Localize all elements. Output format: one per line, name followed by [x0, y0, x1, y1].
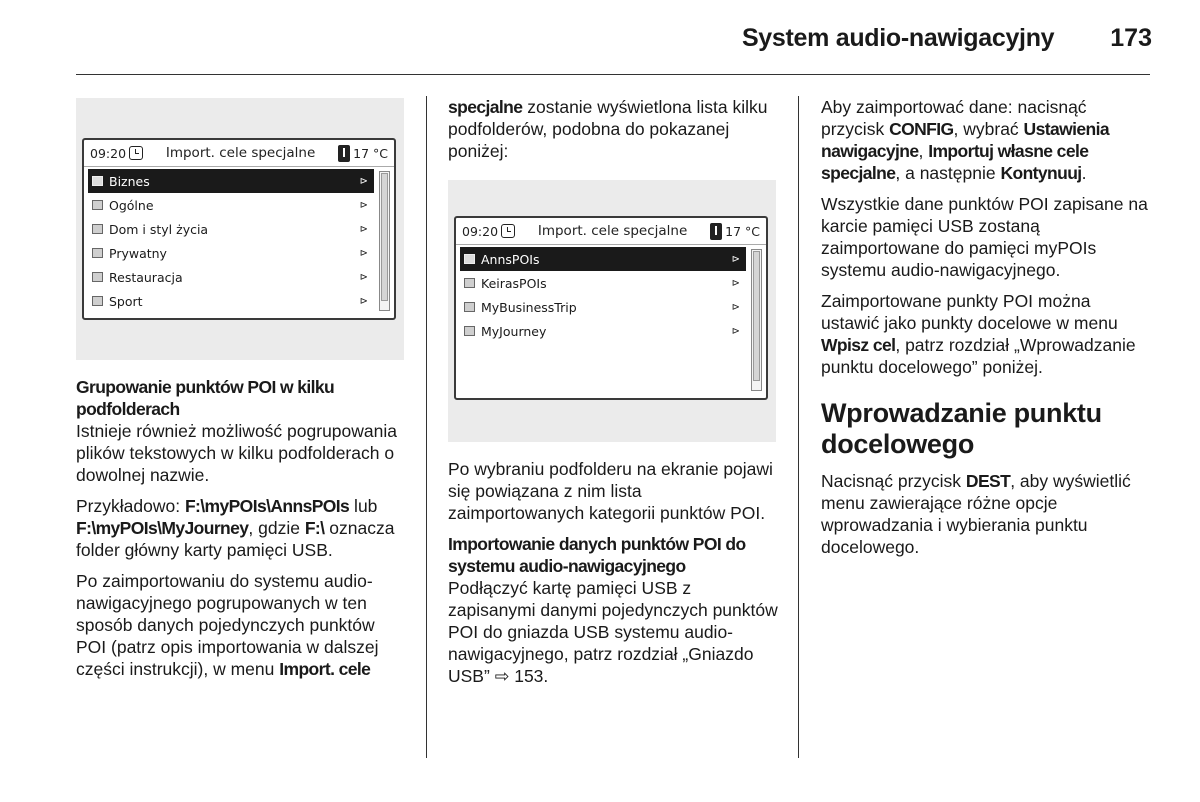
paragraph: Istnieje również możliwość pogrupowania plików tekstowych w kilku podfolderach o dowolnej nazwie. [76, 421, 397, 485]
chevron-right-icon: ⊳ [359, 247, 368, 259]
text-run: , a następnie [895, 163, 1001, 183]
thermometer-icon [710, 223, 722, 240]
list-item-label: Ogólne [109, 197, 154, 213]
column-2-bottom [448, 458, 778, 696]
list-item[interactable] [460, 271, 746, 295]
menu-name: Importuj własne cele specjalne [821, 141, 1089, 183]
category-icon [92, 272, 103, 282]
menu-name: Wpisz cel [821, 335, 896, 355]
text-run: Zaimportowane punkty POI można ustawić jako punkty docelowe w menu [821, 291, 1118, 333]
list-item[interactable] [88, 265, 374, 289]
text-run: , gdzie [248, 518, 305, 538]
list-item-label: Prywatny [109, 245, 167, 261]
section-title: Wprowadzanie punktu docelowego [821, 398, 1102, 459]
paragraph [76, 495, 406, 561]
chevron-right-icon: ⊳ [731, 301, 740, 313]
list-item-label: MyJourney [481, 323, 547, 339]
page-header [742, 24, 1152, 53]
chevron-right-icon: ⊳ [731, 277, 740, 289]
screen-temperature [338, 145, 388, 162]
text-run: , aby wyświetlić menu zawierające różne opcje wprowadzania i wybierania punktu docelowego. [821, 471, 1131, 557]
screen-temperature [710, 223, 760, 240]
list-item-label: Dom i styl życia [109, 221, 209, 237]
clock-icon [501, 224, 515, 238]
page-number: 173 [1110, 24, 1152, 52]
nav-screen [454, 216, 768, 400]
clock-time: 09:20 [90, 145, 127, 161]
menu-name: Import. cele [279, 659, 371, 679]
text-run: , wybrać [953, 119, 1024, 139]
paragraph [821, 290, 1151, 378]
chevron-right-icon: ⊳ [359, 175, 368, 187]
menu-name: Ustawienia nawigacyjne [821, 119, 1109, 161]
screen-list [456, 245, 766, 343]
path-text: F:\myPOIs\MyJourney [76, 518, 249, 538]
list-item[interactable] [88, 193, 374, 217]
clock-icon [129, 146, 143, 160]
section-heading: Grupowanie punktów POI w kilku podfolderach [76, 377, 335, 419]
path-text: F:\myPOIs\AnnsPOIs [184, 496, 350, 516]
column-divider [798, 96, 799, 758]
text-run: Po zaimportowaniu do systemu audio-nawigacyjnego pogrupowanych w ten sposób danych pojedynczych punktów POI (patrz opis importowania w dalszej części instrukcji), w menu [76, 571, 379, 679]
list-item-label: Biznes [109, 173, 150, 189]
chevron-right-icon: ⊳ [731, 253, 740, 265]
list-item[interactable] [460, 247, 746, 271]
column-2-top [448, 96, 778, 171]
scrollbar[interactable] [379, 171, 390, 311]
category-icon [92, 248, 103, 258]
chevron-right-icon: ⊳ [731, 325, 740, 337]
list-item[interactable] [460, 295, 746, 319]
paragraph: Wszystkie dane punktów POI zapisane na karcie pamięci USB zostaną zaimportowane do pamięci myPOIs systemu audio-nawigacyjnego. [821, 194, 1148, 280]
paragraph [821, 470, 1151, 558]
paragraph: Po wybraniu podfolderu na ekranie pojawi się powiązana z nim lista zaimportowanych kategorii punktów POI. [448, 459, 773, 523]
menu-name: specjalne [448, 97, 523, 117]
chevron-right-icon: ⊳ [359, 223, 368, 235]
text-run: oznacza folder główny karty pamięci USB. [76, 518, 395, 560]
folder-icon [464, 326, 475, 336]
running-title: System audio-nawigacyjny [741, 24, 1055, 52]
folder-icon [464, 302, 475, 312]
figure-poi-subfolders [448, 180, 776, 442]
thermometer-icon [338, 145, 350, 162]
list-item-label: Sport [109, 293, 143, 309]
screen-clock [462, 224, 515, 239]
header-rule [76, 74, 1150, 75]
paragraph [448, 96, 778, 162]
button-name: CONFIG [889, 119, 954, 139]
list-item-label: Restauracja [109, 269, 183, 285]
text-run: zostanie wyświetlona lista kilku podfolderów, podobna do pokazanej poniżej: [448, 97, 768, 161]
folder-icon [464, 278, 475, 288]
category-icon [92, 296, 103, 306]
column-3 [821, 96, 1151, 567]
figure-poi-categories [76, 98, 404, 360]
text-run: Nacisnąć przycisk [821, 471, 966, 491]
category-icon [92, 224, 103, 234]
text-run: Aby zaimportować dane: nacisnąć przycisk [821, 97, 1087, 139]
path-text: F:\ [304, 518, 325, 538]
paragraph [821, 96, 1151, 184]
button-name: DEST [965, 471, 1011, 491]
screen-status-bar [84, 140, 394, 167]
text-run: . [1081, 163, 1087, 183]
list-item[interactable] [460, 319, 746, 343]
chevron-right-icon: ⊳ [359, 295, 368, 307]
list-item[interactable] [88, 217, 374, 241]
screen-clock [90, 146, 143, 161]
screen-title: Import. cele specjalne [537, 223, 688, 239]
list-item-label: KeirasPOIs [481, 275, 547, 291]
text-run: , [918, 141, 929, 161]
menu-name: Kontynuuj [1000, 163, 1082, 183]
scrollbar-thumb[interactable] [381, 173, 388, 301]
clock-time: 09:20 [462, 223, 499, 239]
text-run: , patrz rozdział „Wprowadzanie punktu docelowego” poniżej. [821, 335, 1136, 377]
category-icon [92, 200, 103, 210]
text-run: lub [349, 496, 378, 516]
paragraph: Podłączyć kartę pamięci USB z zapisanymi danymi pojedynczych punktów POI do gniazda USB systemu audio-nawigacyjnego, patrz rozdział „Gniazdo USB” [448, 578, 778, 686]
chevron-right-icon: ⊳ [359, 271, 368, 283]
screen-list [84, 167, 394, 313]
scrollbar-thumb[interactable] [753, 251, 760, 381]
list-item-label: MyBusinessTrip [481, 299, 577, 315]
folder-icon [464, 254, 475, 264]
nav-screen [82, 138, 396, 320]
paragraph [76, 570, 406, 680]
list-item-label: AnnsPOIs [481, 251, 540, 267]
chevron-right-icon: ⊳ [359, 199, 368, 211]
screen-title: Import. cele specjalne [165, 145, 316, 161]
page-reference: ⇨ 153. [494, 666, 549, 686]
section-heading: Importowanie danych punktów POI do systemu audio-nawigacyjnego [448, 534, 746, 576]
column-1 [76, 376, 406, 689]
list-item[interactable] [88, 241, 374, 265]
screen-status-bar [456, 218, 766, 245]
list-item[interactable] [88, 289, 374, 313]
temperature-value: 17 °C [725, 223, 760, 239]
category-icon [92, 176, 103, 186]
scrollbar[interactable] [751, 249, 762, 391]
column-divider [426, 96, 427, 758]
list-item[interactable] [88, 169, 374, 193]
text-run: Przykładowo: [76, 496, 185, 516]
temperature-value: 17 °C [353, 145, 388, 161]
